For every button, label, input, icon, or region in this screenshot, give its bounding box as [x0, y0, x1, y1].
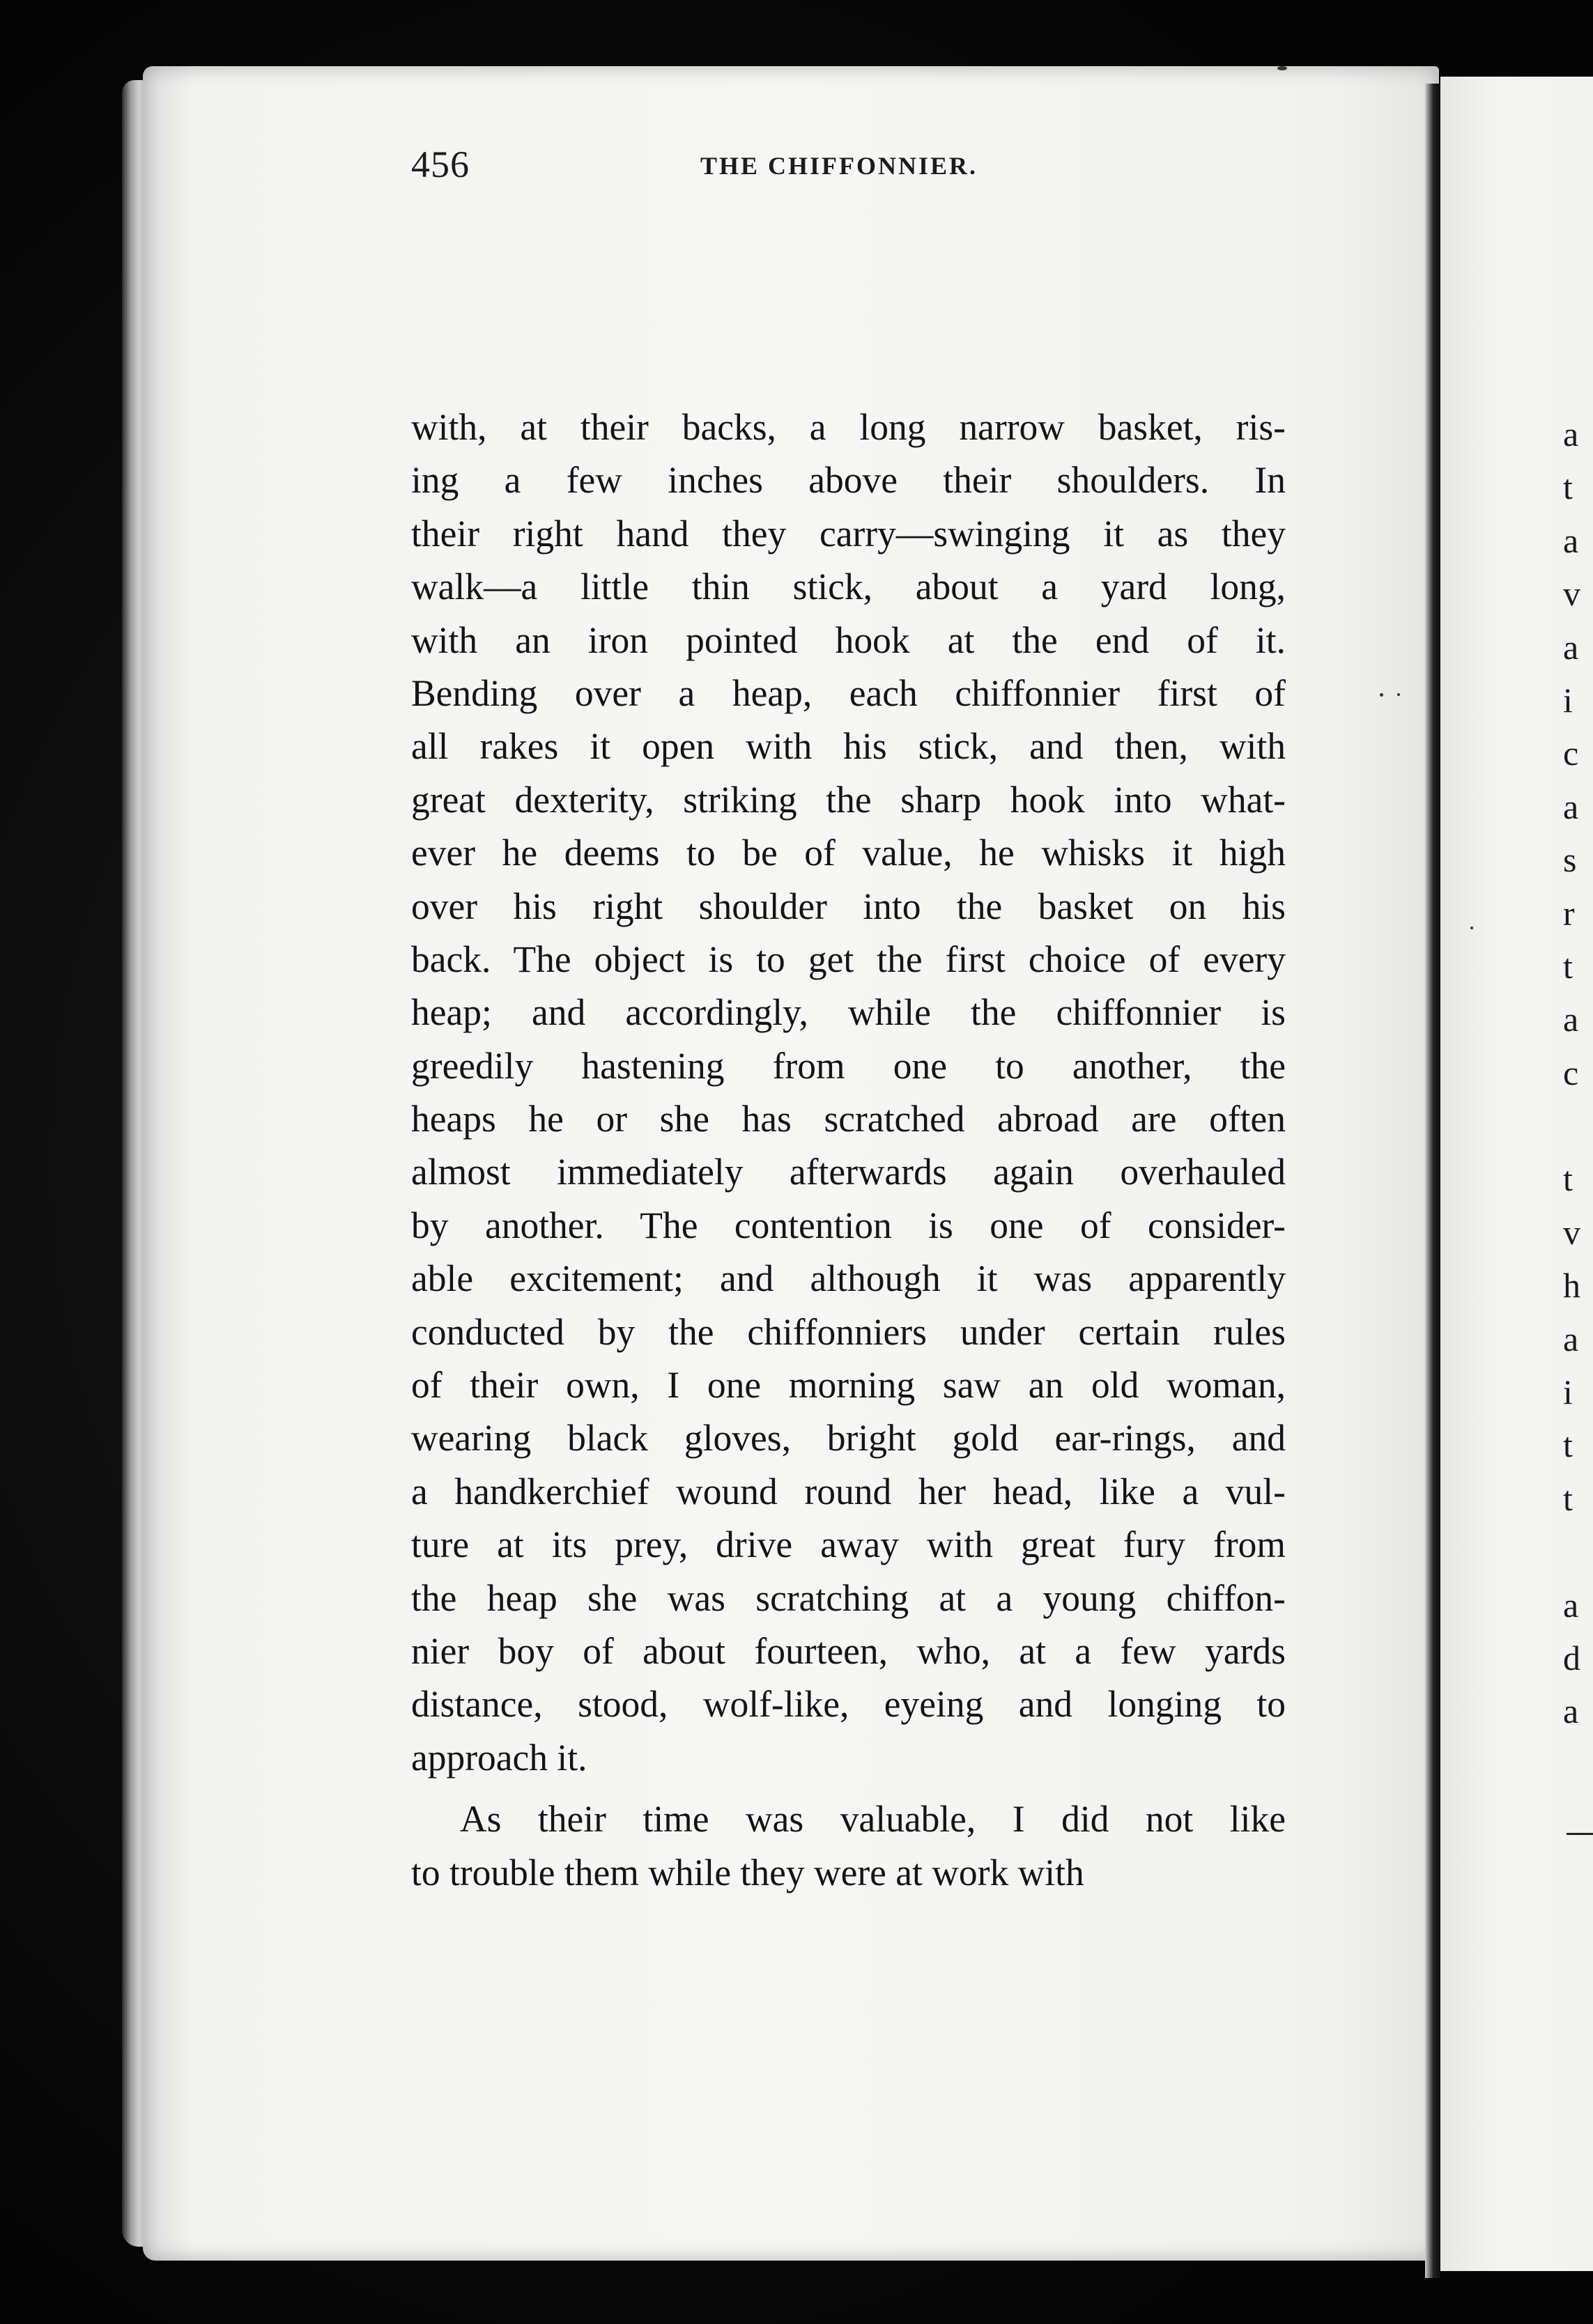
- facing-text-fragment: i: [1563, 680, 1573, 720]
- text-line: with, at their backs, a long narrow basket, ris-: [411, 406, 1286, 448]
- facing-text-fragment: t: [1563, 467, 1573, 507]
- running-head: [411, 143, 1317, 199]
- text-line: As their time was valuable, I did not like: [460, 1798, 1286, 1841]
- text-line: their right hand they carry—swinging it as they: [411, 512, 1286, 555]
- facing-text-fragment: v: [1563, 574, 1580, 614]
- text-line: wearing black gloves, bright gold ear-rings, and: [411, 1417, 1286, 1459]
- text-line: nier boy of about fourteen, who, at a few yards: [411, 1629, 1286, 1672]
- running-title: THE CHIFFONNIER.: [700, 152, 978, 180]
- text-line: of their own, I one morning saw an old woman,: [411, 1364, 1286, 1407]
- text-line: walk—a little thin stick, about a yard long,: [411, 566, 1286, 608]
- facing-text-fragment: a: [1563, 415, 1579, 454]
- book-gutter: [1425, 84, 1440, 2278]
- text-line: the heap she was scratching at a young chiffon-: [411, 1577, 1286, 1619]
- facing-page-rule: [1567, 1833, 1593, 1835]
- facing-text-fragment: a: [1563, 627, 1579, 667]
- facing-text-fragment: a: [1563, 1691, 1579, 1731]
- scan-speck: [1470, 927, 1473, 929]
- text-line: over his right shoulder into the basket on his: [411, 885, 1286, 927]
- text-line: approach it.: [411, 1736, 587, 1779]
- text-line: greedily hastening from one to another, the: [411, 1044, 1286, 1087]
- text-line: ture at its prey, drive away with great fury from: [411, 1524, 1286, 1566]
- text-line: heaps he or she has scratched abroad are often: [411, 1098, 1286, 1140]
- facing-text-fragment: a: [1563, 1319, 1579, 1358]
- text-line: ever he deems to be of value, he whisks it high: [411, 832, 1286, 874]
- facing-text-fragment: a: [1563, 520, 1579, 560]
- facing-page-text: [1563, 408, 1591, 1738]
- facing-text-fragment: h: [1563, 1266, 1580, 1306]
- facing-text-fragment: [1563, 1099, 1591, 1152]
- text-line: Bending over a heap, each chiffonnier first of: [411, 672, 1286, 714]
- body-text: [411, 401, 1286, 1899]
- text-line: great dexterity, striking the sharp hook into what-: [411, 778, 1286, 821]
- facing-text-fragment: t: [1563, 1159, 1573, 1199]
- facing-text-fragment: i: [1563, 1372, 1573, 1412]
- text-line: able excitement; and although it was apparently: [411, 1257, 1286, 1300]
- text-line: conducted by the chiffonniers under certain rules: [411, 1310, 1286, 1353]
- text-line: by another. The contention is one of consider-: [411, 1204, 1286, 1246]
- facing-text-fragment: s: [1563, 840, 1577, 880]
- text-line: to trouble them while they were at work with: [411, 1851, 1084, 1893]
- facing-text-fragment: r: [1563, 893, 1575, 933]
- facing-text-fragment: t: [1563, 946, 1573, 986]
- text-line: heap; and accordingly, while the chiffonnier is: [411, 991, 1286, 1034]
- facing-text-fragment: a: [1563, 787, 1579, 826]
- facing-text-fragment: t: [1563, 1425, 1573, 1465]
- text-line: with an iron pointed hook at the end of it.: [411, 619, 1286, 661]
- facing-text-fragment: a: [1563, 1000, 1579, 1039]
- scan-speck: [1277, 66, 1287, 70]
- scan-speck: [1380, 693, 1383, 697]
- text-line: distance, stood, wolf-like, eyeing and longing to: [411, 1683, 1286, 1726]
- page-number: 456: [411, 144, 470, 185]
- facing-text-fragment: c: [1563, 1053, 1579, 1092]
- facing-text-fragment: d: [1563, 1638, 1580, 1678]
- text-line: all rakes it open with his stick, and then, with: [411, 725, 1286, 768]
- text-line: ing a few inches above their shoulders. In: [411, 459, 1286, 502]
- text-line: almost immediately afterwards again overhauled: [411, 1151, 1286, 1193]
- facing-text-fragment: c: [1563, 734, 1579, 773]
- facing-text-fragment: [1563, 1525, 1591, 1578]
- scan-speck: [1397, 693, 1400, 696]
- facing-text-fragment: a: [1563, 1585, 1579, 1625]
- text-line: back. The object is to get the first choice of every: [411, 938, 1286, 980]
- facing-text-fragment: v: [1563, 1212, 1580, 1252]
- text-line: a handkerchief wound round her head, like a vul-: [411, 1470, 1286, 1512]
- facing-text-fragment: t: [1563, 1478, 1573, 1518]
